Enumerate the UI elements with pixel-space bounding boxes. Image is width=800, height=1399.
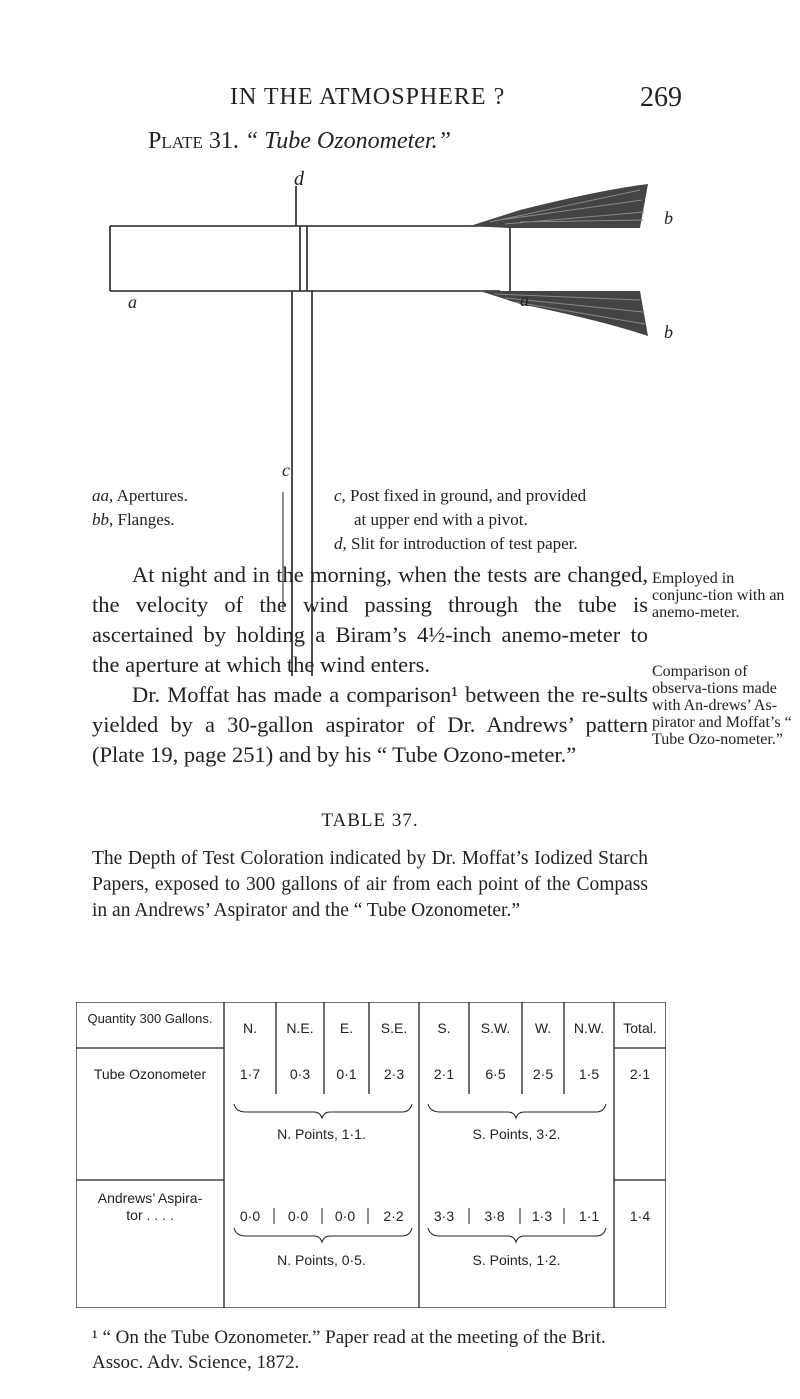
header-total: Total. xyxy=(623,1020,657,1036)
header-nw: N.W. xyxy=(573,1020,605,1036)
plate-prefix: Plate 31. xyxy=(148,128,239,154)
header-quantity: Quantity 300 Gallons. xyxy=(87,1011,213,1026)
label-a-right: a xyxy=(520,290,529,310)
plate-name: “ Tube Ozonometer.” xyxy=(244,128,451,154)
row-label-andrews: Andrews’ Aspira- tor . . . . xyxy=(97,1190,203,1223)
legend-item-flanges: bb, Flanges. xyxy=(92,510,175,529)
table-cell: 2·5 xyxy=(532,1066,554,1082)
table-cell: 6·5 xyxy=(485,1066,506,1082)
legend-item-post: c, Post fixed in ground, and provided xyxy=(334,486,587,505)
label-c: c xyxy=(282,460,290,480)
s-points-andrews: S. Points, 1·2. xyxy=(472,1252,561,1268)
table-cell: 2·3 xyxy=(383,1066,405,1082)
legend-left xyxy=(92,484,188,532)
table-cell: 1·7 xyxy=(239,1066,261,1082)
legend-right xyxy=(334,484,586,556)
table-cell: 0·1 xyxy=(336,1066,357,1082)
header-s: S. xyxy=(437,1020,451,1036)
table-cell: 0·3 xyxy=(289,1066,311,1082)
header-sw: S.W. xyxy=(480,1020,511,1036)
n-points-tube: N. Points, 1·1. xyxy=(277,1126,366,1142)
table-caption: The Depth of Test Coloration indicated by Dr. Moffat’s Iodized Starch Papers, exposed to 300 gallons of air from each point of the Compass in an Andrews’ Aspirator and the “ Tube Ozonometer.” xyxy=(92,848,648,921)
running-header: IN THE ATMOSPHERE ? xyxy=(230,84,506,110)
header-se: S.E. xyxy=(380,1020,408,1036)
legend-item-slit: d, Slit for introduction of test paper. xyxy=(334,534,578,553)
n-points-andrews: N. Points, 0·5. xyxy=(277,1252,366,1268)
body-text xyxy=(92,560,648,770)
table-cell: 2·2 xyxy=(383,1208,404,1224)
tube xyxy=(110,226,540,291)
sidenote-employed: Employed in conjunc-tion with an anemo-meter. xyxy=(652,570,785,621)
table-cell: 1·1 xyxy=(578,1208,600,1224)
table-total: 1·4 xyxy=(629,1208,651,1224)
data-table xyxy=(76,1002,666,1308)
paragraph-2: Dr. Moffat has made a comparison¹ between the re-sults yielded by a 30-gallon aspirator of Dr. Andrews’ pattern (Plate 19, page 251) and by his “ Tube Ozono-meter.” xyxy=(92,682,648,767)
table-title: TABLE 37. xyxy=(321,810,419,831)
footnote: ¹ “ On the Tube Ozonometer.” Paper read at the meeting of the Brit. Assoc. Adv. Science, 1872. xyxy=(92,1327,606,1373)
header-e: E. xyxy=(339,1020,354,1036)
table-cell: 0·0 xyxy=(239,1208,261,1224)
table-total: 2·1 xyxy=(629,1066,651,1082)
legend-item-apertures: aa, Apertures. xyxy=(92,486,188,505)
table-cell: 0·0 xyxy=(287,1208,309,1224)
label-a-left: a xyxy=(128,292,137,312)
table-cell: 0·0 xyxy=(334,1208,356,1224)
paragraph-1: At night and in the morning, when the tests are changed, the velocity of the wind passing through the tube is ascertained by holding a Biram’s 4½-inch anemo-meter to the aperture at which the wind enters. xyxy=(92,562,648,677)
label-d: d xyxy=(294,168,304,190)
row-label-tube: Tube Ozonometer xyxy=(93,1066,207,1082)
s-points-tube: S. Points, 3·2. xyxy=(472,1126,561,1142)
page-number: 269 xyxy=(640,82,682,113)
legend-item-post-cont: at upper end with a pivot. xyxy=(354,510,528,529)
table-cell: 3·3 xyxy=(433,1208,455,1224)
label-b-bottom: b xyxy=(664,322,673,342)
sidenote-comparison: Comparison of observa-tions made with An-drews’ As-pirator and Moffat’s “ Tube Ozo-nometer.” xyxy=(652,663,792,748)
table-cell: 3·8 xyxy=(484,1208,505,1224)
table-cell: 2·1 xyxy=(433,1066,455,1082)
table-cell: 1·5 xyxy=(578,1066,600,1082)
table-cell: 1·3 xyxy=(531,1208,553,1224)
header-n: N. xyxy=(243,1020,257,1036)
header-ne: N.E. xyxy=(286,1020,314,1036)
label-b-top: b xyxy=(664,208,673,228)
header-w: W. xyxy=(534,1020,552,1036)
